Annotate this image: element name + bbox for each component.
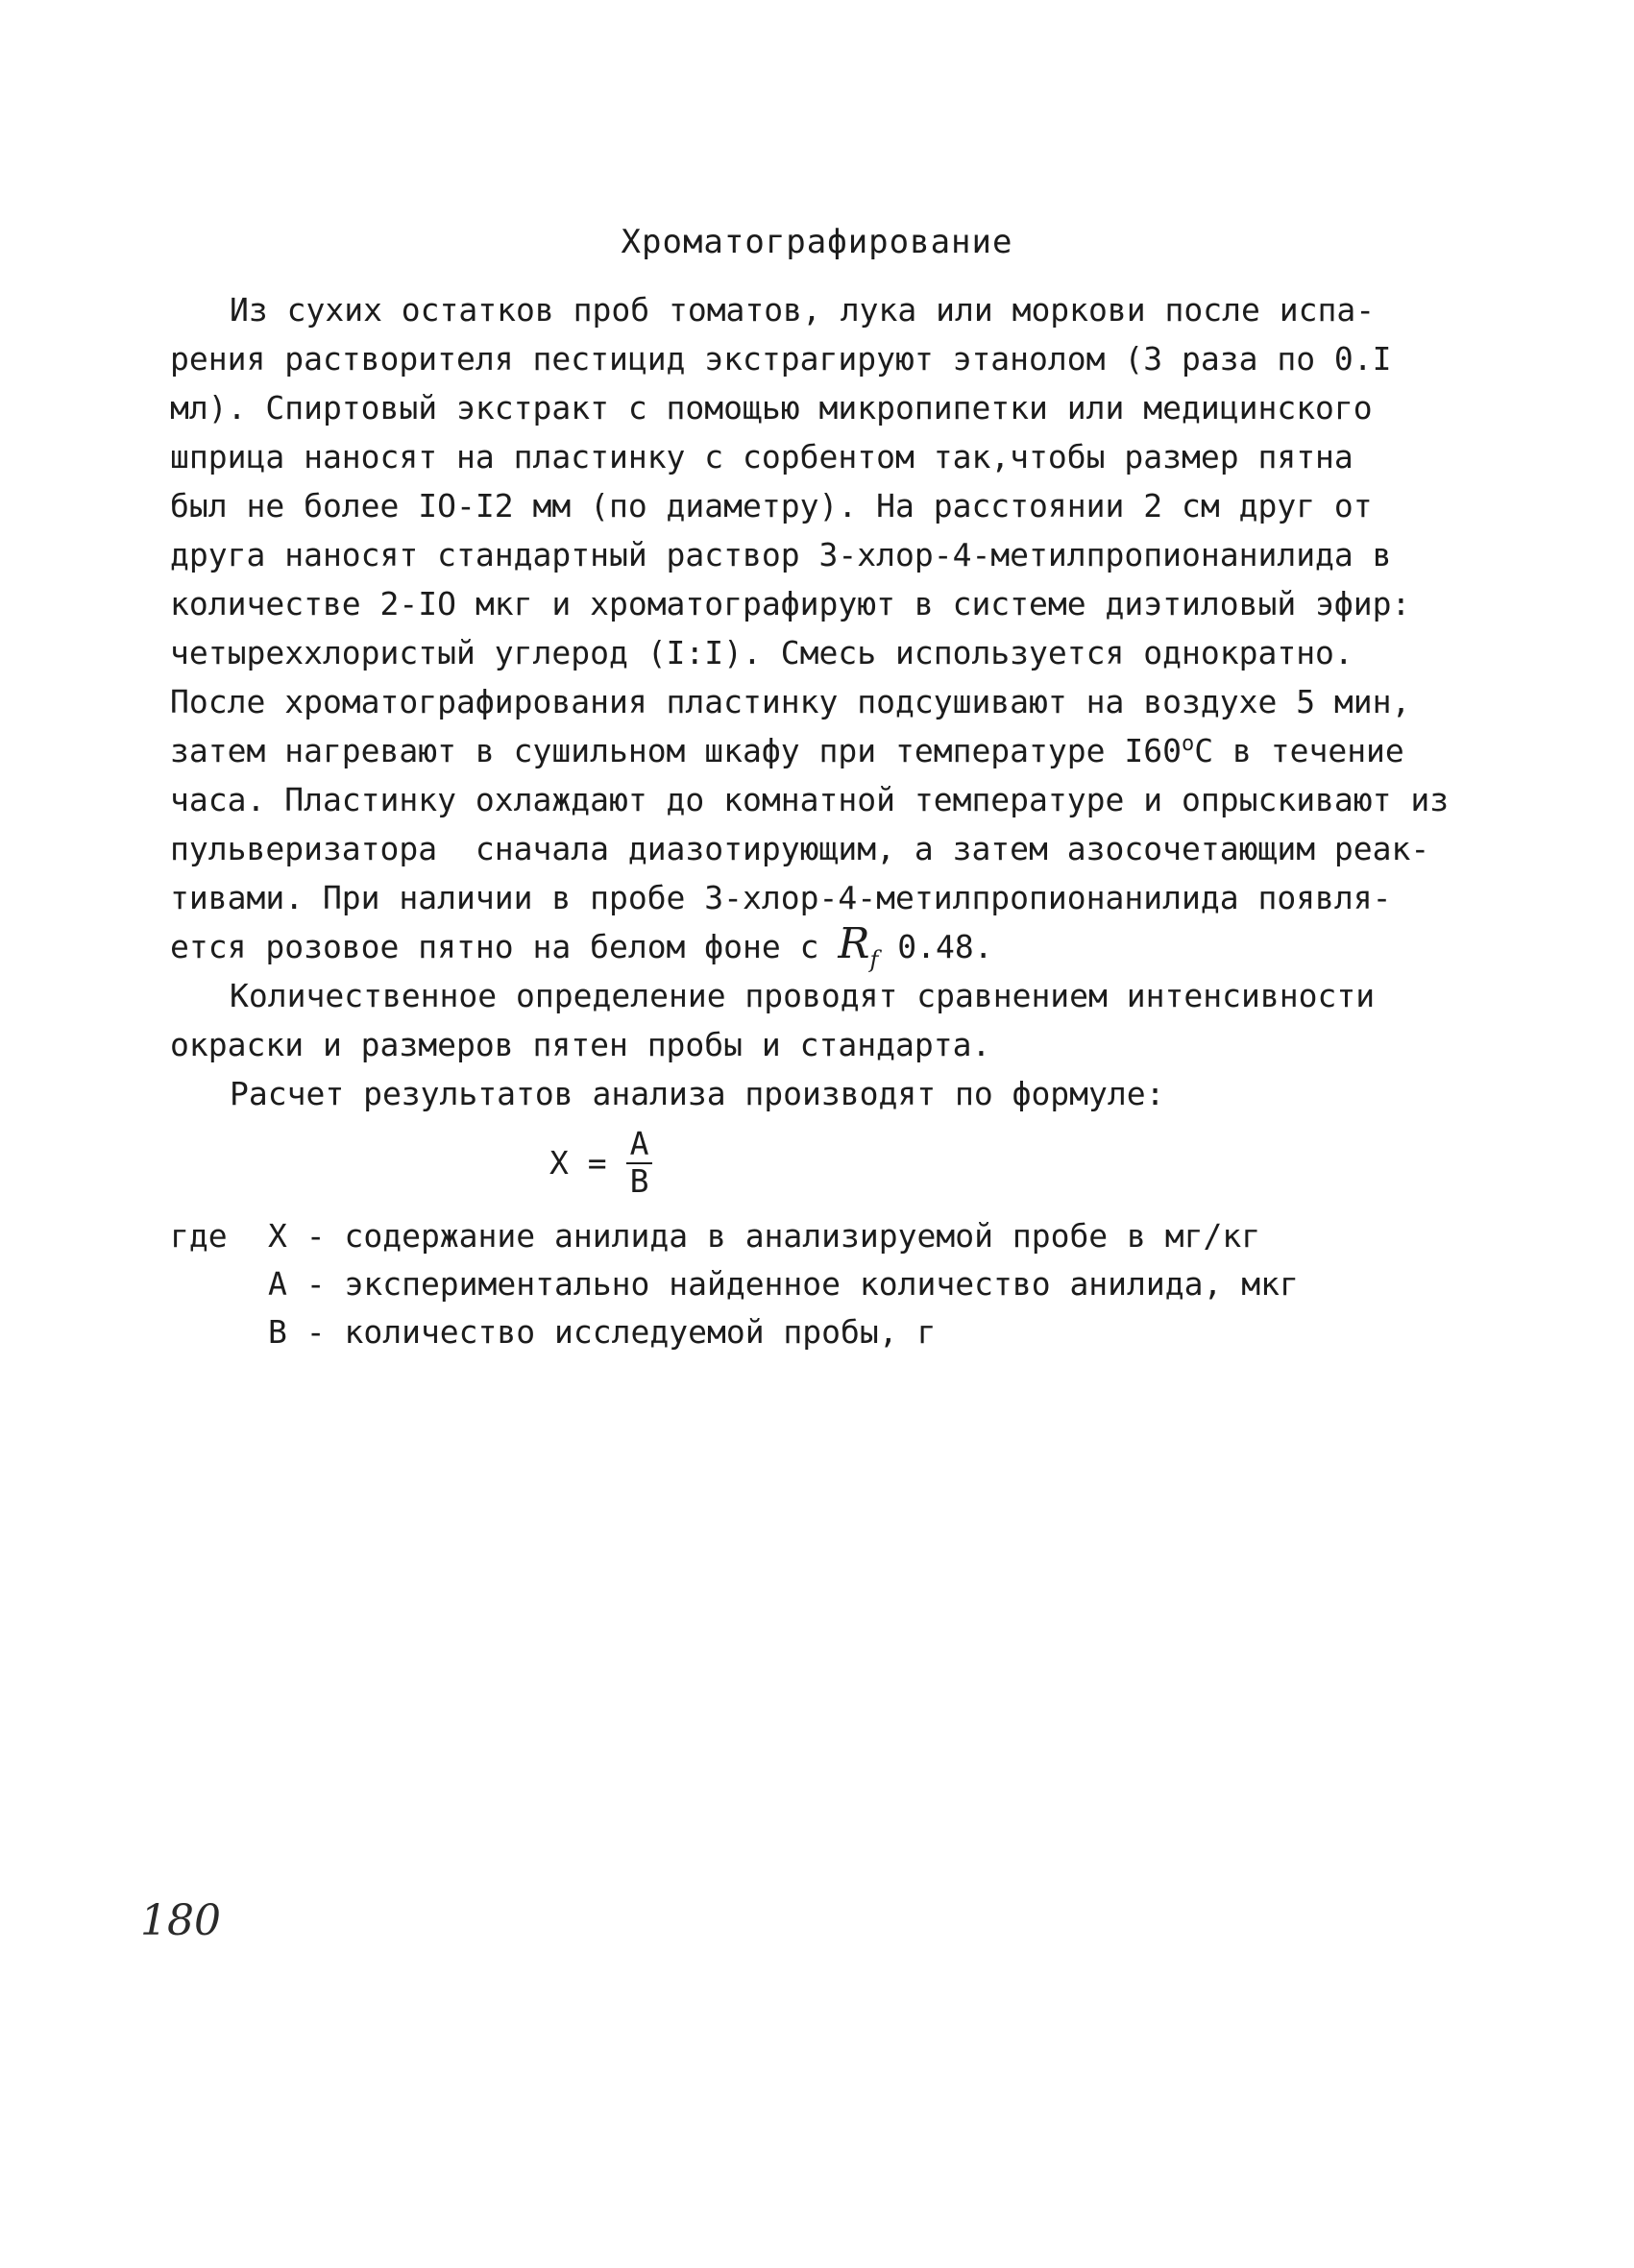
rf-symbol	[838, 919, 879, 973]
text-line: рения растворителя пестицид экстрагируют этанолом (3 раза по 0.I	[170, 340, 1392, 378]
text-line: друга наносят стандартный раствор 3-хлор-4-метилпропионанилида в	[170, 536, 1392, 573]
text-line: Из сухих остатков проб томатов, лука или моркови после испа-	[230, 291, 1376, 329]
definition-text: А - экспериментально найденное количество анилида, мкг	[268, 1265, 1299, 1303]
formula-lhs: Х =	[549, 1143, 607, 1182]
text-line: количестве 2-IO мкг и хроматографируют в системе диэтиловый эфир:	[170, 585, 1411, 622]
text-line-rf	[170, 919, 1476, 973]
text-line-temperature	[170, 726, 1476, 775]
definition-row	[170, 1212, 1299, 1260]
formula	[549, 1126, 652, 1199]
text-line: четыреххлористый углерод (I:I). Смесь используется однократно.	[170, 634, 1354, 671]
definitions-list	[170, 1212, 1299, 1356]
definition-row	[170, 1260, 1299, 1308]
definition-text: В - количество исследуемой пробы, г	[268, 1313, 937, 1351]
text-fragment: ется розовое пятно на белом фоне с	[170, 928, 839, 965]
formula-numerator: А	[626, 1126, 653, 1164]
text-line: После хроматографирования пластинку подсушивают на воздухе 5 мин,	[170, 683, 1411, 720]
formula-denominator: В	[629, 1162, 649, 1200]
text-fragment: 0.48.	[878, 928, 993, 965]
rf-subscript: f	[869, 945, 879, 973]
text-line: окраски и размеров пятен пробы и стандарта.	[170, 1026, 991, 1063]
definition-text: Х - содержание анилида в анализируемой пробе в мг/кг	[268, 1217, 1261, 1255]
page-number: 180	[140, 1896, 221, 1945]
text-line: был не более IO-I2 мм (по диаметру). На расстоянии 2 см друг от	[170, 487, 1373, 524]
body-text	[170, 285, 1476, 1118]
degree-superscript: о	[1182, 732, 1195, 756]
text-fragment: затем нагревают в сушильном шкафу при температуре I60	[170, 732, 1182, 769]
section-title: Хроматографирование	[621, 223, 1013, 261]
where-label: где	[170, 1217, 228, 1255]
text-line: часа. Пластинку охлаждают до комнатной температуре и опрыскивают из	[170, 781, 1450, 818]
text-line: Количественное определение проводят сравнением интенсивности	[230, 977, 1376, 1014]
text-fragment: С в течение	[1194, 732, 1404, 769]
text-line: Расчет результатов анализа производят по формуле:	[230, 1075, 1165, 1112]
definition-row	[170, 1308, 1299, 1356]
text-line: тивами. При наличии в пробе 3-хлор-4-метилпропионанилида появля-	[170, 879, 1392, 916]
formula-fraction	[626, 1126, 653, 1199]
text-line: шприца наносят на пластинку с сорбентом так,чтобы размер пятна	[170, 438, 1354, 476]
text-line: мл). Спиртовый экстракт с помощью микропипетки или медицинского	[170, 389, 1373, 427]
text-line: пульверизатора сначала диазотирующим, а затем азосочетающим реак-	[170, 830, 1430, 867]
rf-letter: R	[838, 919, 870, 968]
